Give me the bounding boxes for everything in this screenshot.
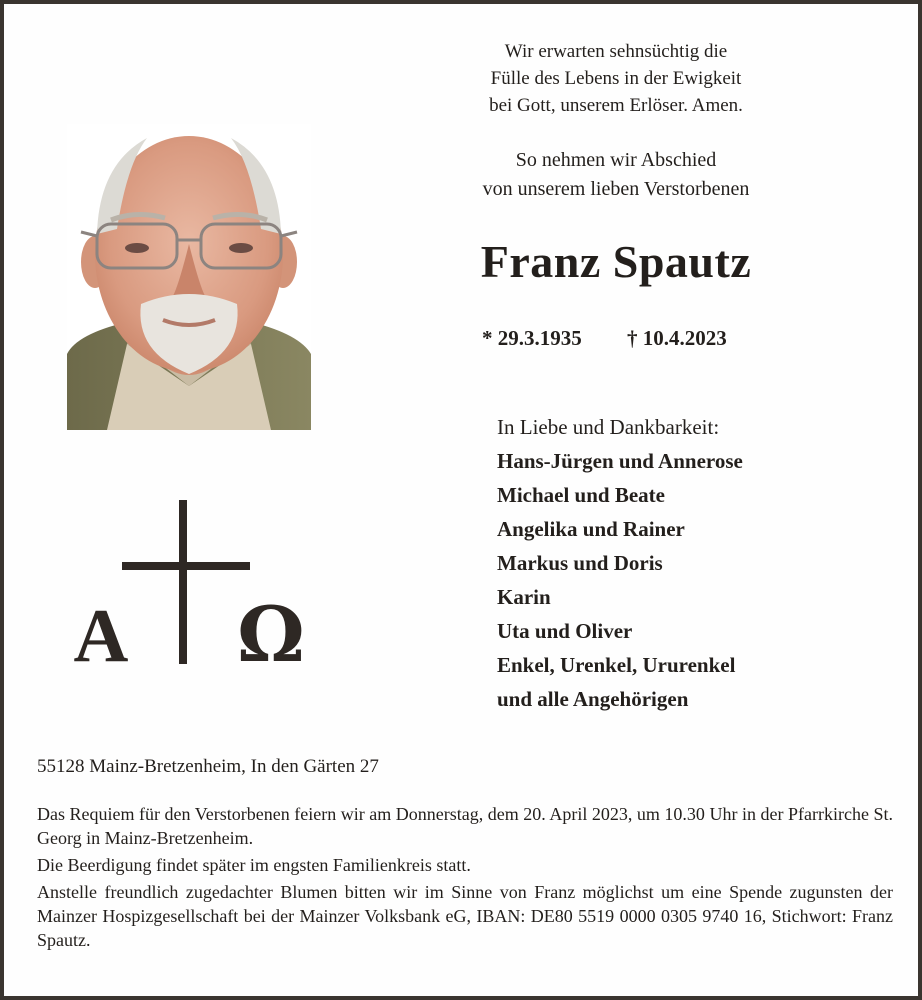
omega-letter: Ω (237, 590, 305, 668)
alpha-omega-cross (66, 498, 316, 668)
verse-line: bei Gott, unserem Erlöser. Amen. (489, 95, 743, 116)
verse-line: Fülle des Lebens in der Ewigkeit (490, 68, 742, 89)
birth-date: * 29.3.1935 (482, 326, 582, 350)
mourner-entry: und alle Angehörigen (497, 687, 689, 711)
service-details (37, 802, 893, 955)
portrait-image (67, 124, 311, 430)
intro-line: von unserem lieben Verstorbenen (482, 178, 750, 200)
alpha-letter: A (73, 594, 129, 668)
mourner-entry: Uta und Oliver (497, 619, 633, 643)
cross-icon (66, 498, 316, 668)
death-date: † 10.4.2023 (627, 326, 727, 350)
farewell-intro (404, 146, 828, 204)
verse-line: Wir erwarten sehnsüchtig die (504, 41, 728, 62)
mourner-entry: Michael und Beate (497, 483, 665, 507)
family-address: 55128 Mainz-Bretzenheim, In den Gärten 27 (37, 756, 379, 777)
donation-paragraph: Anstelle freundlich zugedachter Blumen bitten wir im Sinne von Franz möglichst um eine Spende zugunsten der Mainzer Hospizgesellschaft bei der Mainzer Volksbank eG, IBAN: DE80 5519 0000 0305 9740 16, Stichwort: Franz Spautz. (37, 882, 893, 950)
intro-line: So nehmen wir Abschied (515, 149, 717, 171)
mourner-entry: Karin (497, 585, 551, 609)
mourner-entry: Angelika und Rainer (497, 517, 685, 541)
mourners-list (497, 410, 743, 716)
mourner-entry: Enkel, Urenkel, Ururenkel (497, 653, 736, 677)
burial-paragraph: Die Beerdigung findet später im engsten Familienkreis statt. (37, 855, 471, 875)
mourners-lead: In Liebe und Dankbarkeit: (497, 415, 720, 439)
bible-verse (404, 38, 828, 119)
requiem-paragraph: Das Requiem für den Verstorbenen feiern wir am Donnerstag, dem 20. April 2023, um 10.30 Uhr in der Pfarrkirche St. Georg in Mainz-Bretzenheim. (37, 804, 893, 848)
deceased-name: Franz Spautz (480, 236, 752, 287)
mourner-entry: Markus und Doris (497, 551, 663, 575)
mourner-entry: Hans-Jürgen und Annerose (497, 449, 743, 473)
life-dates (482, 326, 727, 351)
portrait-photo (67, 124, 311, 430)
